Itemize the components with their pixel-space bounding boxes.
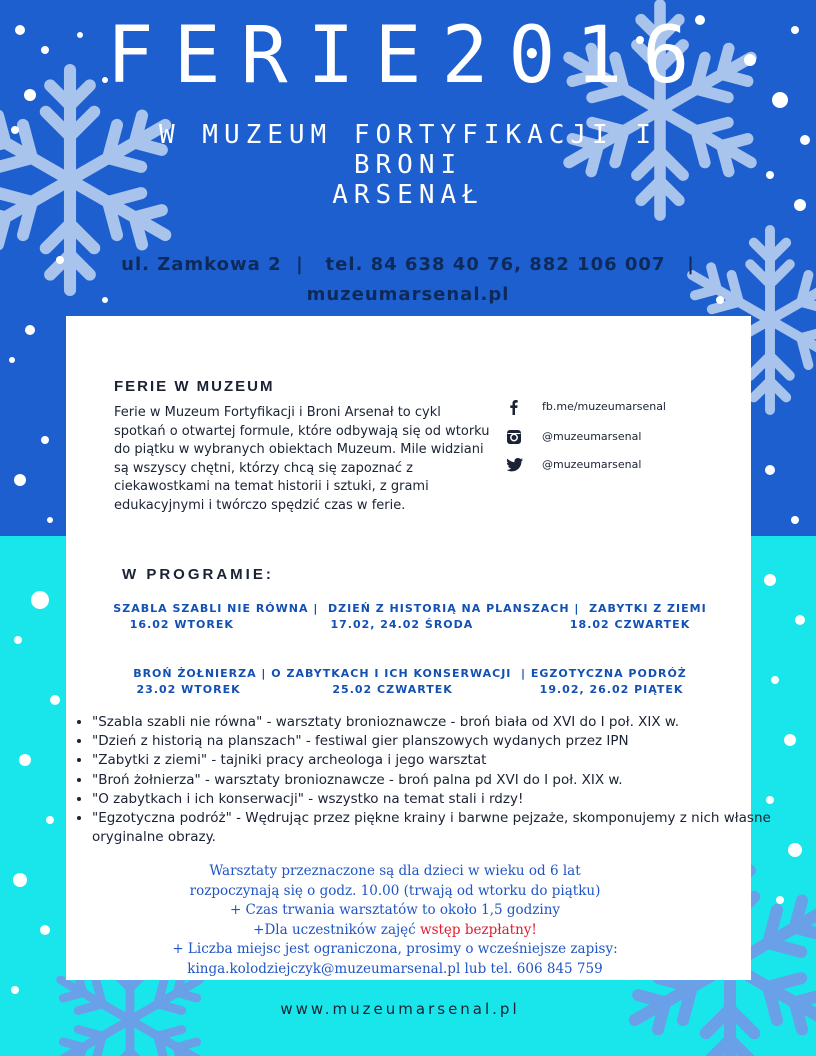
program-list bbox=[74, 713, 782, 847]
twitter-icon bbox=[506, 457, 524, 473]
note-contact[interactable]: kinga.kolodziejczyk@muzeumarsenal.pl lub tel. 606 845 759 bbox=[187, 960, 603, 977]
list-item: • "Broń żołnierza" - warsztaty bronioznawcze - broń palna pd XVI do I poł. XIX w. bbox=[92, 771, 782, 790]
note-line: + Liczba miejsc jest ograniczona, prosimy o wcześniejsze zapisy: bbox=[172, 941, 618, 957]
note-line: + Czas trwania warsztatów to około 1,5 godziny bbox=[229, 902, 561, 918]
page-title: FERIE2016 bbox=[106, 11, 710, 101]
program-row-2-titles: BROŃ ŻOŁNIERZA | O ZABYTKACH I ICH KONSERWACJI | EGZOTYCZNA PODRÓŻ bbox=[133, 667, 687, 680]
contact-info bbox=[80, 250, 736, 310]
social-label: @muzeumarsenal bbox=[542, 458, 642, 471]
subtitle-line-3: ARSENAŁ bbox=[332, 180, 484, 210]
note-line: Warsztaty przeznaczone są dla dzieci w wieku od 6 lat bbox=[209, 863, 581, 879]
contact-website[interactable]: muzeumarsenal.pl bbox=[306, 284, 510, 305]
list-item: • "Szabla szabli nie równa" - warsztaty bronioznawcze - broń biała od XVI do I poł. XIX w. bbox=[92, 713, 782, 732]
list-item: • "O zabytkach i ich konserwacji" - wszystko na temat stali i rdzy! bbox=[92, 790, 782, 809]
workshop-notes bbox=[100, 862, 690, 979]
subtitle-line-1: W MUZEUM FORTYFIKACJI I bbox=[158, 120, 658, 150]
contact-address-phone: ul. Zamkowa 2 | tel. 84 638 40 76, 882 106 007 | bbox=[121, 254, 695, 275]
social-label: @muzeumarsenal bbox=[542, 430, 642, 443]
facebook-icon bbox=[506, 399, 522, 415]
program-row-1-titles: SZABLA SZABLI NIE RÓWNA | DZIEŃ Z HISTORIĄ NA PLANSZACH | ZABYTKI Z ZIEMI bbox=[113, 602, 707, 615]
footer-website[interactable]: www.muzeumarsenal.pl bbox=[280, 1000, 520, 1018]
social-twitter[interactable] bbox=[500, 456, 710, 476]
list-item: • "Dzień z historią na planszach" - festiwal gier planszowych wydanych przez IPN bbox=[92, 732, 782, 751]
about-heading: FERIE W MUZEUM bbox=[114, 378, 275, 395]
note-line-free bbox=[100, 921, 690, 941]
subtitle-line-2: BRONI bbox=[353, 150, 463, 180]
list-item: • "Zabytki z ziemi" - tajniki pracy archeologa i jego warsztat bbox=[92, 751, 782, 770]
social-label: fb.me/muzeumarsenal bbox=[542, 400, 666, 413]
program-heading: W PROGRAMIE: bbox=[122, 566, 274, 583]
list-item: • "Egzotyczna podróż" - Wędrując przez piękne krainy i barwne pejzaże, skomponujemy z nich własne oryginalne obrazy. bbox=[92, 809, 782, 847]
page-subtitle bbox=[110, 120, 706, 210]
note-line: rozpoczynają się o godz. 10.00 (trwają od wtorku do piątku) bbox=[189, 882, 601, 899]
program-row-1-dates: 16.02 WTOREK 17.02, 24.02 ŚRODA 18.02 CZWARTEK bbox=[129, 618, 691, 631]
social-instagram[interactable] bbox=[500, 428, 710, 448]
note-prefix: +Dla uczestników zajęć bbox=[253, 921, 421, 938]
instagram-icon bbox=[506, 429, 522, 445]
about-text: Ferie w Muzeum Fortyfikacji i Broni Arsenał to cykl spotkań o otwartej formule, które odbywają się od wtorku do piątku w wybranych obiektach Muzeum. Mile widziani są wszyscy chętni, którzy chcą się zapoznać z ciekawostkami na temat historii i sztuki, z grami edukacyjnymi i twórczo spędzić czas w ferie. bbox=[114, 405, 490, 513]
program-row-2-dates: 23.02 WTOREK 25.02 CZWARTEK 19.02, 26.02 PIĄTEK bbox=[136, 683, 684, 696]
social-facebook[interactable] bbox=[500, 398, 710, 418]
free-entry-text: wstęp bezpłatny! bbox=[420, 921, 537, 938]
